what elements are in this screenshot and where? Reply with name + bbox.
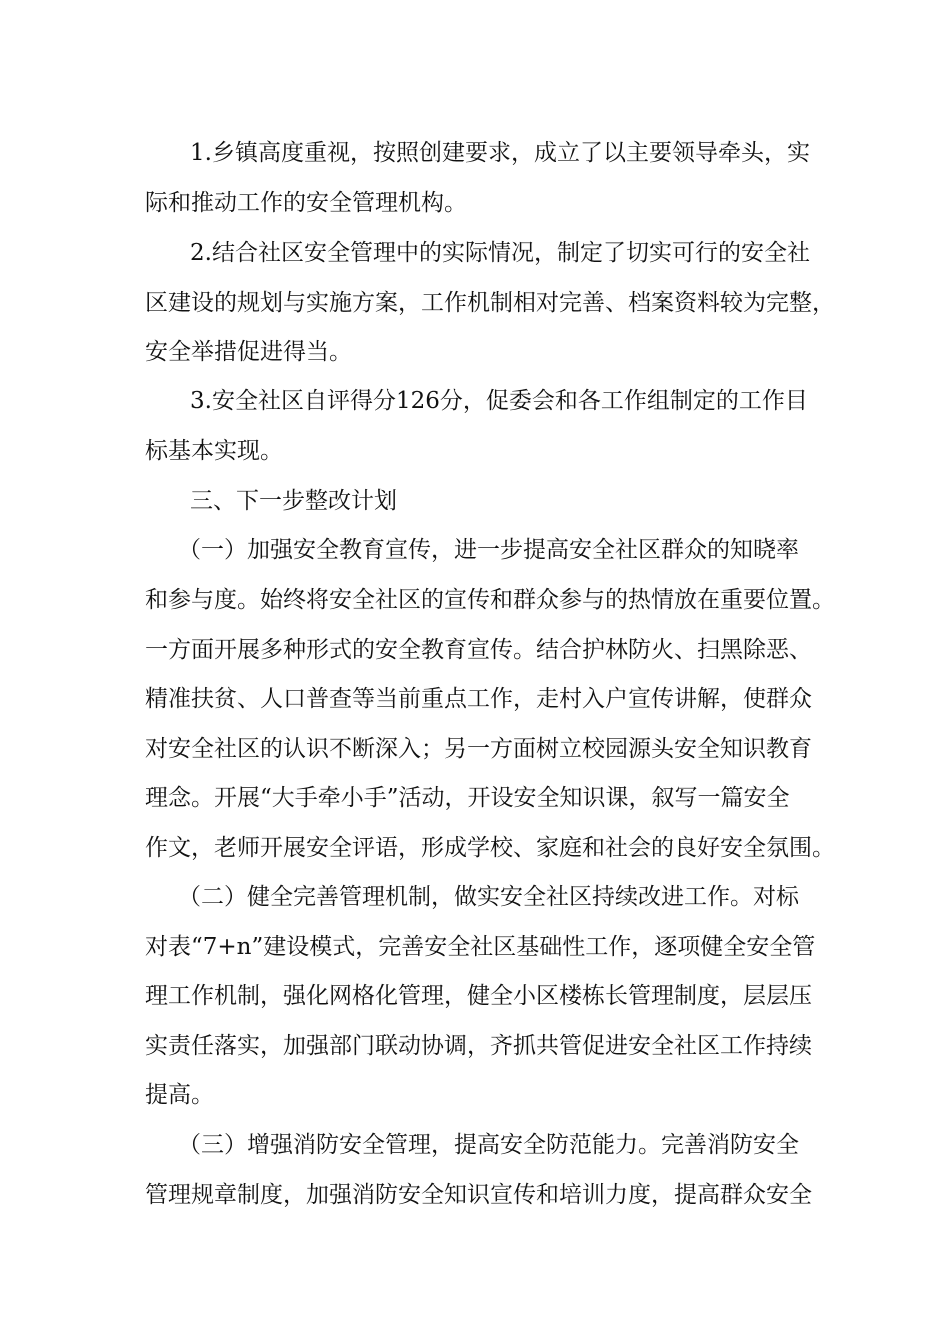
section-heading: 三、下一步整改计划 <box>190 488 397 514</box>
paragraph-line: 精准扶贫、人口普查等当前重点工作，走村入户宣传讲解，使群众 <box>145 686 812 712</box>
paragraph-line: 1.乡镇高度重视，按照创建要求，成立了以主要领导牵头，实 <box>190 140 810 166</box>
paragraph-line: 实责任落实，加强部门联动协调，齐抓共管促进安全社区工作持续 <box>145 1033 812 1059</box>
paragraph-line: 标基本实现。 <box>145 438 283 464</box>
paragraph-line: 提高。 <box>145 1082 214 1108</box>
paragraph-line: 安全举措促进得当。 <box>145 339 352 365</box>
paragraph-line: （一）加强安全教育宣传，进一步提高安全社区群众的知晓率 <box>178 537 799 563</box>
paragraph-line: 区建设的规划与实施方案，工作机制相对完善、档案资料较为完整， <box>145 290 835 316</box>
paragraph-line: 一方面开展多种形式的安全教育宣传。结合护林防火、扫黑除恶、 <box>145 637 812 663</box>
paragraph-line: 对安全社区的认识不断深入；另一方面树立校园源头安全知识教育 <box>145 736 812 762</box>
paragraph-line: （三）增强消防安全管理，提高安全防范能力。完善消防安全 <box>178 1132 799 1158</box>
paragraph-line: 2.结合社区安全管理中的实际情况，制定了切实可行的安全社 <box>190 240 810 266</box>
paragraph-line: （二）健全完善管理机制，做实安全社区持续改进工作。对标 <box>178 884 799 910</box>
paragraph-line: 3.安全社区自评得分126分，促委会和各工作组制定的工作目 <box>190 388 808 414</box>
paragraph-line: 际和推动工作的安全管理机构。 <box>145 190 467 216</box>
paragraph-line: 和参与度。始终将安全社区的宣传和群众参与的热情放在重要位置。 <box>145 587 835 613</box>
paragraph-line: 理念。开展“大手牵小手”活动，开设安全知识课，叙写一篇安全 <box>145 785 790 811</box>
paragraph-line: 管理规章制度，加强消防安全知识宣传和培训力度，提高群众安全 <box>145 1182 812 1208</box>
paragraph-line: 理工作机制，强化网格化管理，健全小区楼栋长管理制度，层层压 <box>145 983 812 1009</box>
paragraph-line: 作文，老师开展安全评语，形成学校、家庭和社会的良好安全氛围。 <box>145 835 835 861</box>
paragraph-line: 对表“7+n”建设模式，完善安全社区基础性工作，逐项健全安全管 <box>145 934 816 960</box>
